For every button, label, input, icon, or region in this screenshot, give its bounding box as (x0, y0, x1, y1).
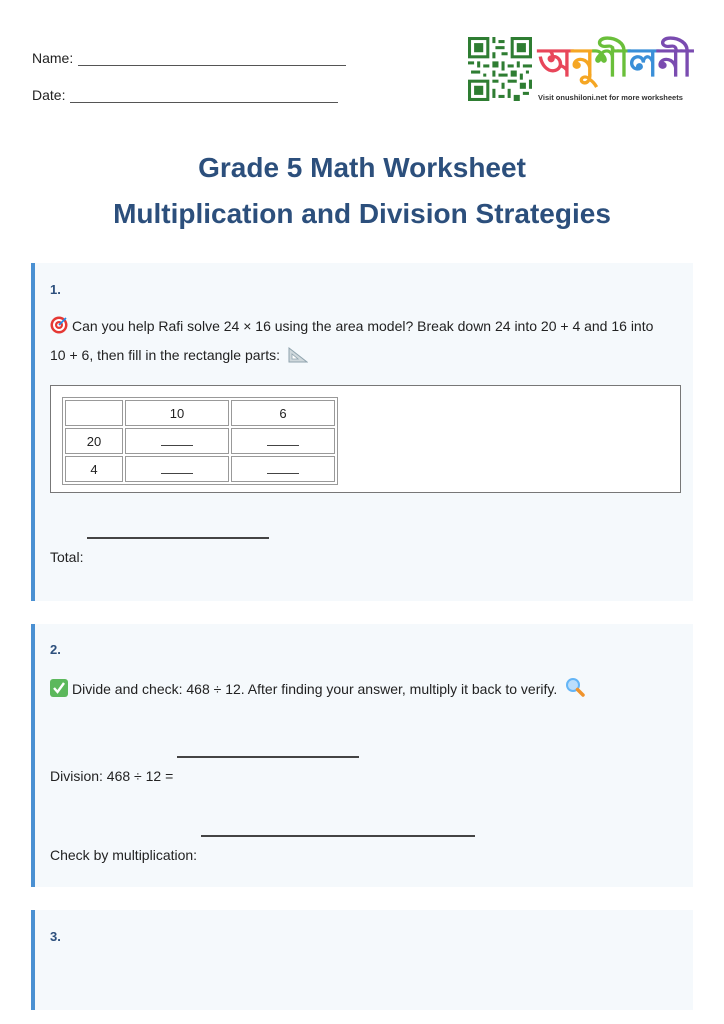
date-label: Date: (32, 87, 66, 103)
table-cell: 4 (65, 456, 123, 482)
question-2-text: Divide and check: 468 ÷ 12. After finding your answer, multiply it back to verify. (72, 681, 558, 697)
question-number: 2. (50, 642, 61, 657)
brand-tagline: Visit onushiloni.net for more worksheets (538, 93, 683, 102)
total-label: Total: (50, 549, 84, 565)
worksheet-titles (0, 150, 724, 232)
total-answer-row (50, 537, 269, 565)
question-number: 1. (50, 282, 61, 297)
student-info (32, 46, 346, 120)
question-1-text: Can you help Rafi solve 24 × 16 using the area model? Break down 24 into 20 + 4 and 16 into 10 + 6, then fill in the rectangle parts: (50, 318, 654, 363)
answer-blank-4x10[interactable] (125, 456, 229, 482)
question-3 (31, 910, 693, 1010)
check-answer-line[interactable] (201, 835, 475, 837)
answer-blank-20x6[interactable] (231, 428, 335, 454)
division-answer-row (50, 756, 359, 784)
division-label: Division: 468 ÷ 12 = (50, 768, 174, 784)
question-number: 3. (50, 929, 61, 944)
name-label: Name: (32, 50, 74, 66)
check-label: Check by multiplication: (50, 847, 198, 863)
date-field-row (32, 83, 346, 103)
check-mark-icon (50, 679, 68, 697)
triangular-ruler-icon (288, 347, 308, 363)
target-icon (50, 316, 68, 334)
table-header-row (65, 400, 335, 426)
answer-blank-4x6[interactable] (231, 456, 335, 482)
table-cell: 10 (125, 400, 229, 426)
page-title: Grade 5 Math Worksheet (198, 152, 526, 183)
table-cell: 6 (231, 400, 335, 426)
table-cell: 20 (65, 428, 123, 454)
table-cell (65, 400, 123, 426)
division-answer-line[interactable] (177, 756, 359, 758)
page-subtitle: Multiplication and Division Strategies (113, 198, 611, 229)
name-input-line[interactable] (78, 51, 346, 66)
total-answer-line[interactable] (87, 537, 269, 539)
magnifier-icon (565, 677, 585, 697)
answer-blank-20x10[interactable] (125, 428, 229, 454)
table-row (65, 428, 335, 454)
check-answer-row (50, 835, 475, 863)
onushiloni-logo (468, 37, 694, 105)
question-text (50, 312, 670, 370)
question-1 (31, 263, 693, 601)
table-row (65, 456, 335, 482)
area-model-frame (50, 385, 681, 493)
date-input-line[interactable] (70, 88, 338, 103)
area-model-table (62, 397, 338, 485)
question-text (50, 675, 670, 704)
question-2 (31, 624, 693, 887)
qr-code-icon (468, 37, 532, 101)
brand-name: অনুশীলনী (538, 40, 692, 86)
name-field-row (32, 46, 346, 66)
